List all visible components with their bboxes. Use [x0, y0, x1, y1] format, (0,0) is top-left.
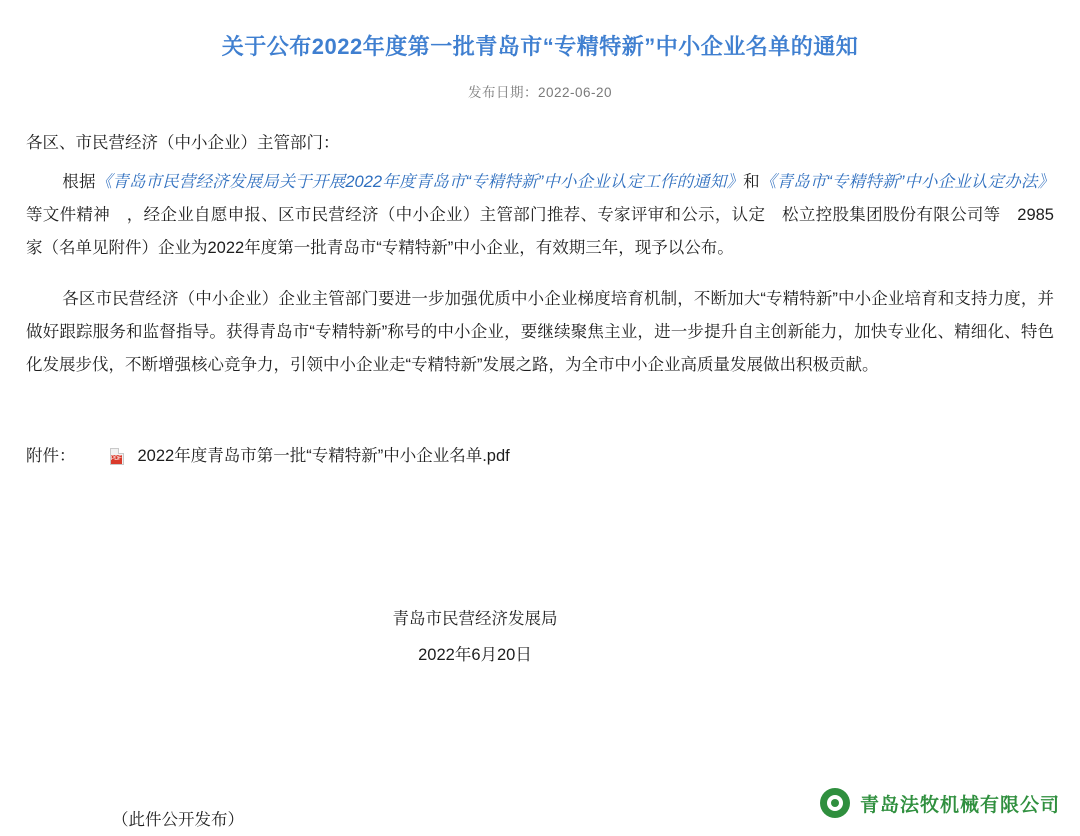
signature-date: 2022年6月20日	[418, 646, 532, 665]
signature-organization: 青岛市民营经济发展局	[392, 609, 558, 628]
paragraph-1-tail: 等文件精神 ，经企业自愿申报、区市民营经济（中小企业）主管部门推荐、专家评审和公示，认定 松立控股集团股份有限公司等 2985 家（名单见附件）企业为2022年度第一批青岛市“专精特新”中小企业，有效期三年，现予以公布。	[26, 205, 1071, 257]
page-title: 关于公布2022年度第一批青岛市“专精特新”中小企业名单的通知	[221, 34, 859, 59]
paragraph-2: 各区市民营经济（中小企业）企业主管部门要进一步加强优质中小企业梯度培育机制，不断加大“专精特新”中小企业培育和支持力度，并做好跟踪服务和监督指导。获得青岛市“专精特新”称号的中小企业，要继续聚焦主业，进一步提升自主创新能力，加快专业化、精细化、特色化发展步伐，不断增强核心竞争力，引领中小企业走“专精特新”发展之路，为全市中小企业高质量发展做出积极贡献。	[26, 289, 1054, 374]
reference-document-1: 《青岛市民营经济发展局关于开展2022年度青岛市“专精特新”中小企业认定工作的通知》	[95, 172, 744, 191]
paragraph-1	[26, 166, 1071, 265]
publish-date: 发布日期：2022-06-20	[467, 84, 613, 100]
reference-document-2: 《青岛市“专精特新”中小企业认定办法》	[759, 172, 1055, 191]
watermark	[820, 788, 1060, 818]
salutation: 各区、市民营经济（中小企业）主管部门：	[26, 133, 340, 152]
document-body	[26, 127, 1071, 382]
attachment-filename[interactable]: 2022年度青岛市第一批“专精特新”中小企业名单.pdf	[137, 446, 510, 465]
pdf-file-icon	[110, 448, 124, 465]
signature-block	[26, 601, 1054, 674]
pdf-icon-fold	[118, 448, 124, 454]
company-logo-icon	[820, 788, 850, 818]
pdf-icon-mark: PDF	[110, 455, 122, 462]
watermark-text: 青岛法牧机械有限公司	[859, 794, 1060, 816]
paragraph-1-mid: 和	[743, 172, 760, 191]
paragraph-1-lead: 根据	[62, 172, 96, 191]
attachment-row[interactable]	[26, 440, 1054, 473]
public-release-note: （此件公开发布）	[112, 811, 244, 829]
attachment-label: 附件：	[26, 446, 76, 465]
